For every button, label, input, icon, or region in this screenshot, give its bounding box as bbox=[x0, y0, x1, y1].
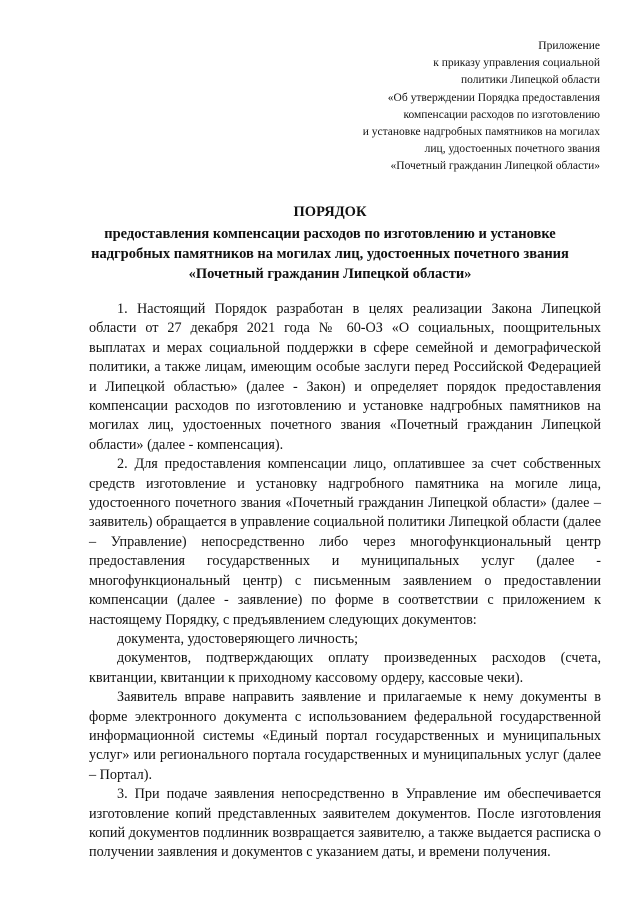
paragraph-list-item: документов, подтверждающих оплату произведенных расходов (счета, квитанции, квитанции к приходному кассовому ордеру, кассовые чеки). bbox=[89, 650, 601, 686]
appendix-line: «Почетный гражданин Липецкой области» bbox=[390, 160, 600, 173]
title-main: ПОРЯДОК bbox=[293, 204, 367, 220]
document-body bbox=[89, 300, 601, 863]
title-line: предоставления компенсации расходов по изготовлению и установке bbox=[104, 226, 556, 242]
paragraph-2: 2. Для предоставления компенсации лицо, оплатившее за счет собственных средств изготовление и установку надгробного памятника на могиле лица, удостоенного почетного звания «Почетный гражданин Липецкой области» (далее – заявитель) обращается в управление социальной политики Липецкой области (далее – Управление) непосредственно либо через многофункциональный центр предоставления государственных и муниципальных услуг (далее - многофункциональный центр) с письменным заявлением о предоставлении компенсации (далее - заявление) по форме в соответствии с приложением к настоящему Порядку, с предъявлением следующих документов: bbox=[89, 456, 601, 628]
paragraph-list-item: документа, удостоверяющего личность; bbox=[117, 630, 359, 647]
appendix-line: «Об утверждении Порядка предоставления bbox=[387, 91, 600, 104]
appendix-line: политики Липецкой области bbox=[460, 74, 600, 87]
appendix-line: к приказу управления социальной bbox=[433, 57, 600, 70]
appendix-header bbox=[270, 38, 600, 176]
title-line: «Почетный гражданин Липецкой области» bbox=[188, 266, 472, 282]
title-line: надгробных памятников на могилах лиц, удостоенных почетного звания bbox=[91, 246, 569, 262]
paragraph-electronic: Заявитель вправе направить заявление и прилагаемые к нему документы в форме электронного документа с использованием федеральной государственной информационной системы «Единый портал государственных и муниципальных услуг» или регионального портала государственных и муниципальных услуг (далее – Портал). bbox=[89, 689, 601, 783]
appendix-line: Приложение bbox=[538, 40, 600, 52]
paragraph-1: 1. Настоящий Порядок разработан в целях реализации Закона Липецкой области от 27 декабря 2021 года № 60-ОЗ «О социальных, поощрительных выплатах и мерах социальной поддержки в сфере семейной и демографической политики, а также лицам, имеющим особые заслуги перед Российской Федерацией и Липецкой областью» (далее - Закон) и определяет порядок предоставления компенсации расходов по изготовлению и установке надгробных памятников на могилах лиц, удостоенных почетного звания «Почетный гражданин Липецкой области» (далее - компенсация). bbox=[89, 301, 601, 453]
paragraph-3: 3. При подаче заявления непосредственно в Управление им обеспечивается изготовление копий представленных заявителем документов. После изготовления копий документов подлинник возвращается заявителю, а также выдается расписка о получении заявления и документов с указанием даты, и времени получения. bbox=[89, 786, 601, 861]
appendix-line: и установке надгробных памятников на могилах bbox=[362, 126, 600, 139]
appendix-line: лиц, удостоенных почетного звания bbox=[424, 143, 600, 156]
document-title bbox=[60, 202, 600, 284]
appendix-line: компенсации расходов по изготовлению bbox=[403, 108, 600, 121]
